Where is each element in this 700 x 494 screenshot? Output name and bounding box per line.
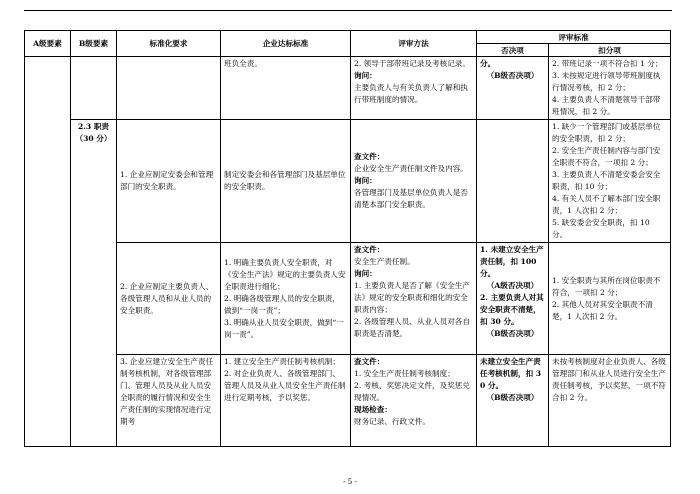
standards-table	[24, 30, 671, 447]
header-veto: 否决项	[477, 44, 549, 57]
table-row	[25, 243, 671, 355]
method-cell: 查文件： 企业安全生产责任制文件及内容。 询问： 各管理部门及基层单位负责人是否清楚本部门安全职责。	[351, 120, 477, 243]
table-row	[25, 57, 671, 120]
deduct-cell: 未按考核制度对企业负责人、各级管理部门和从业人员进行安全生产责任制考核，予以奖惩，一项不符合扣 2 分。	[549, 355, 671, 447]
b-level-section: 2.3 职责 （30 分）	[71, 120, 117, 447]
header-review-method: 评审方法	[351, 31, 477, 57]
deduct-cell: 1. 缺少一个管理部门或基层单位的安全职责，扣 2 分； 2. 安全生产责任制内容与部门安全职责不符合，一项扣 2 分； 3. 主要负责人不清楚安委会安全职责，扣 10 分； 4. 有关人员不了解本部门安全职责，1 人次扣 2 分； 5. 缺安委会安全职责，扣 10 分。	[549, 120, 671, 243]
standard-cell: 3. 企业应建立安全生产责任制考核机制，对各级管理部门、管理人员及从业人员安全职责的履行情况和安全生产责任制的实现情况进行定期考	[117, 355, 221, 447]
standard-cell: 1. 企业应制定安委会和管理部门的安全职责。	[117, 120, 221, 243]
header-standard: 标准化要求	[117, 31, 221, 57]
header-deduct: 扣分项	[549, 44, 671, 57]
deduct-cell: 2. 带班记录一项不符合扣 1 分； 3. 未按规定进行领导带班制度执行情况考核，扣 2 分； 4. 主要负责人不清楚领导干部带班情况，扣 2 分。	[549, 57, 671, 120]
header-enterprise-standard: 企业达标标准	[221, 31, 351, 57]
page-number: - 5 -	[343, 478, 357, 486]
method-cell: 2. 领导干部带班记录及考核记录。 询问： 主要负责人与有关负责人了解和执行带班制度的情况。	[351, 57, 477, 120]
veto-cell: 分。 （B级否决项）	[477, 57, 549, 120]
table-row	[25, 355, 671, 447]
enterprise-cell: 制定安委会和各管理部门及基层单位的安全职责。	[221, 120, 351, 243]
header-a-level: A级要素	[25, 31, 71, 57]
header-b-level: B级要素	[71, 31, 117, 57]
table-row	[25, 120, 671, 243]
standard-cell: 2. 企业应制定主要负责人、各级管理人员和从业人员的安全职责。	[117, 243, 221, 355]
header-review-standard: 评审标准	[477, 31, 671, 44]
enterprise-cell: 1. 建立安全生产责任制考核机制； 2. 对企业负责人、各级管理部门、管理人员及从业人员安全生产责任制进行定期考核，予以奖惩。	[221, 355, 351, 447]
b-level-cell	[71, 57, 117, 120]
top-rule	[24, 10, 672, 11]
standard-cell	[117, 57, 221, 120]
method-cell: 查文件： 安全生产责任制。 询问： 1. 主要负责人是否了解《安全生产法》规定的安全职责和细化的安全职责内容； 2. 各级管理人员、从业人员对各自职责是否清楚。	[351, 243, 477, 355]
a-level-cell	[25, 57, 71, 447]
veto-cell	[477, 120, 549, 243]
deduct-cell: 1. 安全职责与其所在岗位职责不符合，一项扣 2 分； 2. 其他人员对其安全职责不清楚，1 人次扣 2 分。	[549, 243, 671, 355]
veto-cell: 未建立安全生产责任考核机制，扣 30 分。 （B级否决项）	[477, 355, 549, 447]
method-cell: 查文件： 1. 安全生产责任制考核制度； 2. 考核、奖惩决定文件，及奖惩兑现情况。 现场检查： 财务记录、行政文件。	[351, 355, 477, 447]
veto-cell: 1. 未建立安全生产责任制，扣 100 分。 （A级否决项） 2. 主要负责人对其安全职责不清楚，扣 30 分。 （B级否决项）	[477, 243, 549, 355]
enterprise-cell: 1. 明确主要负责人安全职责，对《安全生产法》规定的主要负责人安全职责进行细化； 2. 明确各级管理人员的安全职责，做到“一岗一责”； 3. 明确从业人员安全职责，做到“一岗一责”。	[221, 243, 351, 355]
enterprise-cell: 班负全责。	[221, 57, 351, 120]
